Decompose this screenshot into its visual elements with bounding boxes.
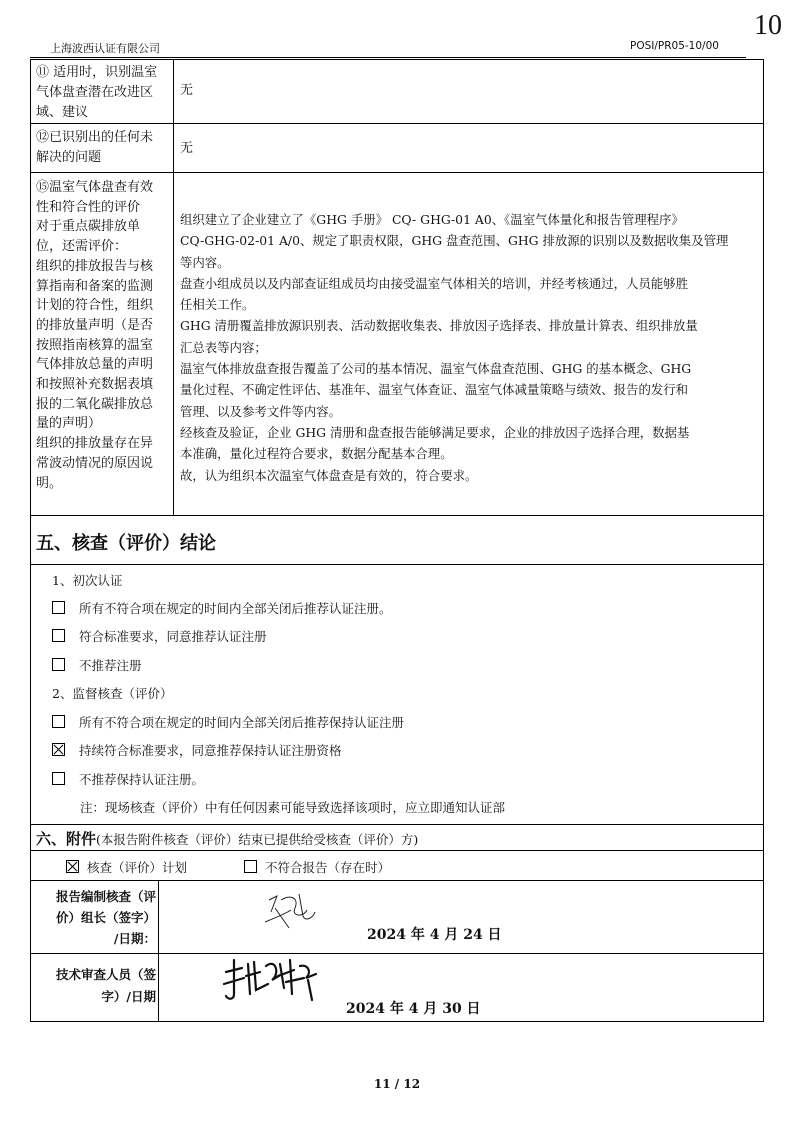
reviewer-sign-date: 2024 年 4 月 30 日 [346,1001,481,1017]
column-divider [158,880,159,1022]
row-divider [30,880,764,881]
header-rule [30,57,746,58]
row-label-improvement: ⑪ 适用时，识别温室 气体盘查潜在改进区 域、建议 [36,65,158,120]
page-mark: 10 [754,10,782,41]
row-divider [30,953,764,954]
reviewer-signature-scribble [220,954,330,1010]
leader-signature-label: 报告编制核查（评 价）组长（签字） /日期： [55,889,156,946]
section-conclusion-title: 五、核查（评价）结论 [36,533,216,554]
surveillance-heading: 2、监督核查（评价） [52,686,173,701]
row-value-improvement: 无 [180,83,194,98]
option-initial-1[interactable]: 所有不符合项在规定的时间内全部关闭后推荐认证注册。 [52,599,392,617]
row-divider [30,564,764,565]
document-code: POSI/PR05-10/00 [630,40,719,52]
option-surveil-1[interactable]: 所有不符合项在规定的时间内全部关闭后推荐保持认证注册 [52,713,404,731]
row-divider [30,850,764,851]
leader-signature-scribble [255,888,325,936]
attachments-subtitle: (本报告附件核查（评价）结束已提供给受核查（评价）方) [96,832,419,847]
row-divider [30,172,764,173]
checked-checkbox-icon[interactable] [66,860,79,873]
attachments-title-row [36,828,418,849]
column-divider [173,59,174,515]
row-value-effectiveness: 组织建立了企业建立了《GHG 手册》 CQ- GHG-01 A0、《温室气体量化和报告管理程序》 CQ-GHG-02-01 A/0、规定了职责权限，GHG 盘查范围、GHG 排放源的识别以及数据收集及管理 等内容。 盘查小组成员以及内部查证组成员均由接受温室气体相关的培训，并经考核通过，人员能够胜 任相关工作。 GHG 清册覆盖排放源识别表、活动数据收集表、排放因子选择表、排放量计算表、组织排放量 汇总表等内容； 温室气体排放盘查报告覆盖了公司的基本情况、温室气体盘查范围、GHG 的基本概念、GHG 量化过程、不确定性评估、基准年、温室气体查证、温室气体减量策略与绩效、报告的发行和 管理、以及参考文件等内容。 经核查及验证，企业 GHG 清册和盘查报告能够满足要求，企业的排放因子选择合理，数据基 本准确，量化过程符合要求，数据分配基本合理。 故，认为组织本次温室气体盘查是有效的，符合要求。 [180,212,729,483]
checkbox-icon[interactable] [52,629,65,642]
row-divider [30,824,764,825]
checkbox-icon[interactable] [52,658,65,671]
page-footer: 11 / 12 [373,1077,421,1091]
row-label-unresolved: ⑫已识别出的任何未 解决的问题 [36,130,154,165]
row-divider [30,123,764,124]
checkbox-icon[interactable] [244,860,257,873]
option-initial-2[interactable]: 符合标准要求，同意推荐认证注册 [52,627,267,645]
checkbox-icon[interactable] [52,772,65,785]
row-value-unresolved: 无 [180,141,194,156]
option-surveil-3[interactable]: 不推荐保持认证注册。 [52,770,204,788]
attachment-plan[interactable]: 核查（评价）计划 [66,858,187,876]
option-initial-3[interactable]: 不推荐注册 [52,656,142,674]
initial-cert-heading: 1、初次认证 [52,573,123,588]
company-name: 上海波西认证有限公司 [50,42,160,55]
checked-checkbox-icon[interactable] [52,743,65,756]
checkbox-icon[interactable] [52,715,65,728]
reviewer-signature-label: 技术审查人员（签 字）/日期 [55,967,156,1004]
conclusion-note: 注：现场核查（评价）中有任何因素可能导致选择该项时，应立即通知认证部 [80,800,506,815]
checkbox-icon[interactable] [52,601,65,614]
attachment-ncr[interactable]: 不符合报告（存在时） [244,858,390,876]
row-divider [30,515,764,516]
option-surveil-2[interactable]: 持续符合标准要求，同意推荐保持认证注册资格 [52,741,342,759]
row-label-effectiveness: ⑮温室气体盘查有效 性和符合性的评价 对于重点碳排放单 位，还需评价： 组织的排放报告与核 算指南和备案的监测 计划的符合性，组织 的排放量声明（是否 按照指南核算的温室 气体排放总量的声明 和按照补充数据表填 报的二氧化碳排放总 量的声明） 组织的排放量存在异 常波动情况的原因说 明。 [36,180,154,491]
leader-sign-date: 2024 年 4 月 24 日 [367,927,502,943]
attachments-title: 六、附件 [36,830,97,848]
